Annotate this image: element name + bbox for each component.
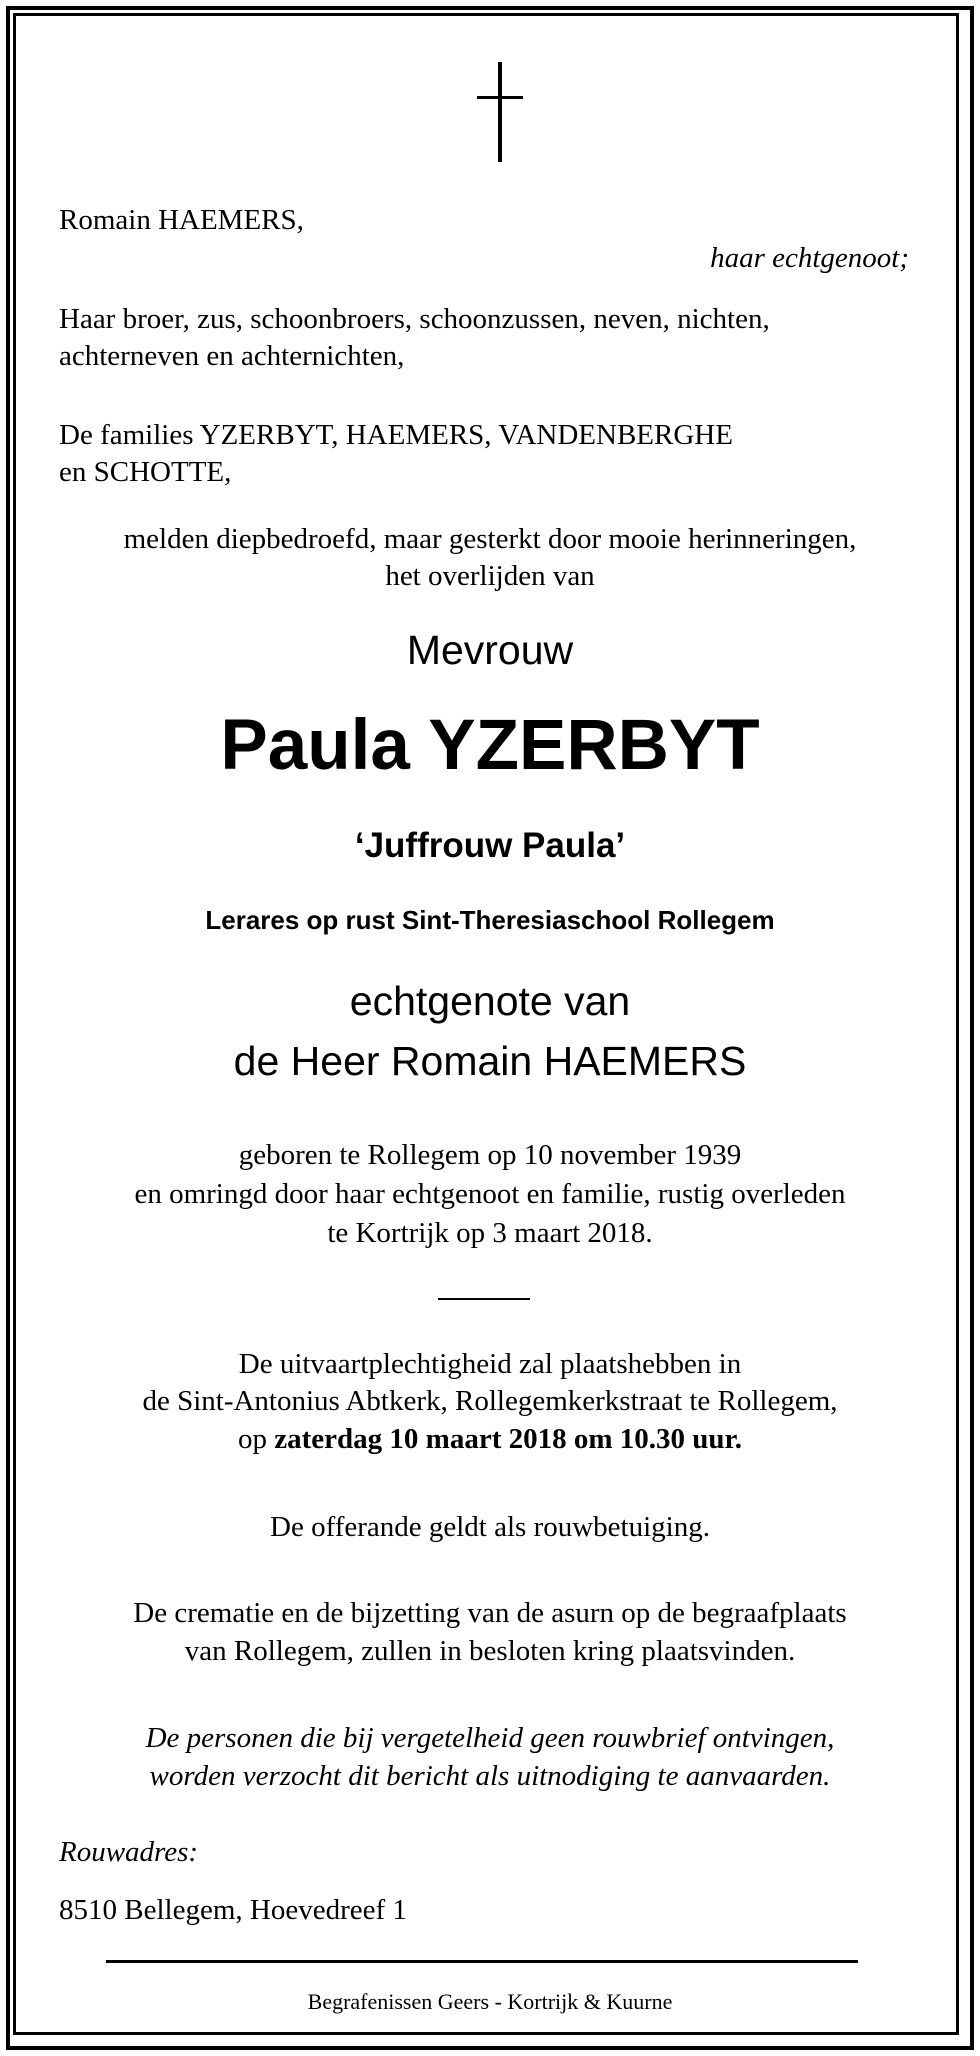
families-line-2: en SCHOTTE, xyxy=(59,456,232,488)
offering-line: De offerande geldt als rouwbetuiging. xyxy=(270,1511,710,1543)
cremation-line-1: De crematie en de bijzetting van de asurn op de begraafplaats xyxy=(133,1597,847,1629)
deceased-name: Paula YZERBYT xyxy=(220,706,760,785)
died-line-2: te Kortrijk op 3 maart 2018. xyxy=(327,1217,653,1249)
nickname: ‘Juffrouw Paula’ xyxy=(354,826,626,865)
family-line-1: Haar broer, zus, schoonbroers, schoonzussen, neven, nichten, xyxy=(59,303,770,335)
cremation-line-2: van Rollegem, zullen in besloten kring plaatsvinden. xyxy=(184,1635,796,1667)
spouse-role-line: haar echtgenoot; xyxy=(710,242,909,274)
address-value: 8510 Bellegem, Hoevedreef 1 xyxy=(59,1894,407,1926)
died-line-1: en omringd door haar echtgenoot en familie, rustig overleden xyxy=(134,1178,846,1210)
short-divider xyxy=(438,1298,530,1300)
cross-icon xyxy=(477,62,523,162)
announce-line-1: melden diepbedroefd, maar gesterkt door mooie herinneringen, xyxy=(123,523,857,555)
footer-undertaker: Begrafenissen Geers - Kortrijk & Kuurne xyxy=(307,1989,673,2014)
announce-line-2: het overlijden van xyxy=(385,560,595,592)
funeral-datetime: zaterdag 10 maart 2018 om 10.30 uur. xyxy=(274,1423,742,1455)
funeral-line-1: De uitvaartplechtigheid zal plaatshebben in xyxy=(238,1348,742,1380)
occupation: Lerares op rust Sint-Theresiaschool Rollegem xyxy=(205,905,775,935)
footer-divider xyxy=(106,1960,858,1963)
funeral-prefix: op xyxy=(238,1423,275,1455)
funeral-line-3 xyxy=(0,1421,980,1457)
spouse-line-1: echtgenote van xyxy=(349,978,631,1024)
invite-line-1: De personen die bij vergetelheid geen rouwbrief ontvingen, xyxy=(145,1722,835,1754)
families-line-1: De families YZERBYT, HAEMERS, VANDENBERGHE xyxy=(59,419,733,451)
address-label: Rouwadres: xyxy=(59,1836,199,1868)
born-line: geboren te Rollegem op 10 november 1939 xyxy=(238,1139,742,1171)
spouse-line-2: de Heer Romain HAEMERS xyxy=(233,1038,747,1084)
funeral-line-2: de Sint-Antonius Abtkerk, Rollegemkerkstraat te Rollegem, xyxy=(142,1385,838,1417)
spouse-name-line: Romain HAEMERS, xyxy=(59,204,304,236)
honorific: Mevrouw xyxy=(406,627,574,673)
family-line-2: achterneven en achternichten, xyxy=(59,340,405,372)
invite-line-2: worden verzocht dit bericht als uitnodiging te aanvaarden. xyxy=(149,1760,831,1792)
